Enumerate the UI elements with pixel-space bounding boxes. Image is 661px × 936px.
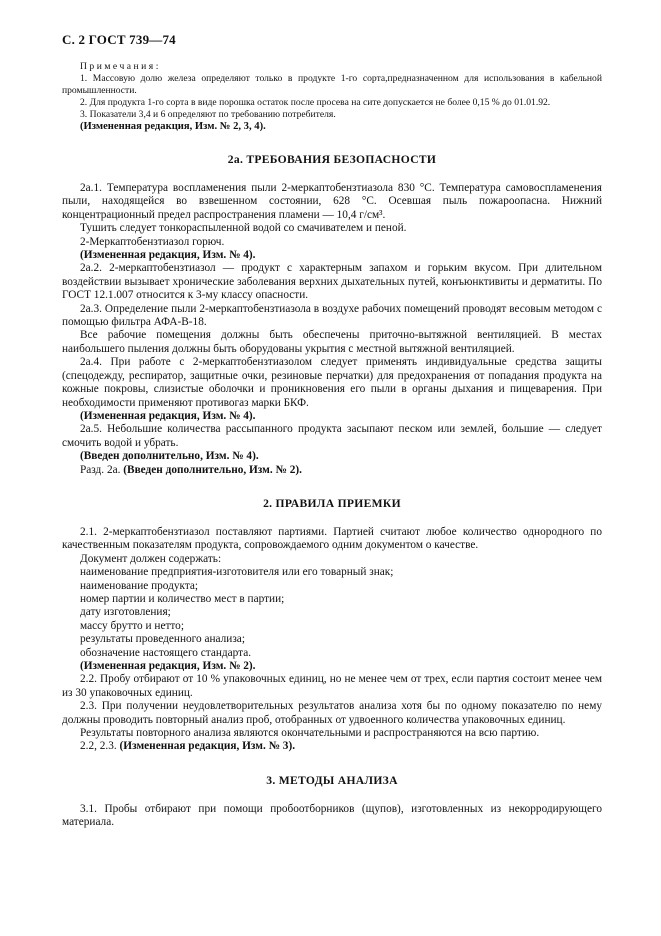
section-2a-title: 2а. ТРЕБОВАНИЯ БЕЗОПАСНОСТИ — [227, 153, 437, 166]
list-item: Документ должен содержать: — [80, 552, 222, 565]
paragraph: 2а.4. При работе с 2-меркаптобензтиазолом следует применять индивидуальные средства защиты (спецодежду, респиратор, защитные очки, резиновые перчатки) для предохранения от попадания продукта на кожные покровы, слизистые оболочки и проникновения его пыли в органы дыхания и пищеварения. При необходимости применяют противогаз марки БКФ. — [62, 356, 602, 409]
list-item: массу брутто и нетто; — [80, 619, 184, 632]
paragraph: 2-Меркаптобензтиазол горюч. — [80, 235, 225, 248]
section-ref: Разд. 2а. — [80, 463, 121, 476]
edition-note: (Измененная редакция, Изм. № 4). — [80, 249, 256, 262]
edition-note: (Измененная редакция, Изм. № 3). — [119, 740, 296, 753]
section-2-body — [62, 526, 602, 754]
list-item: номер партии и количество мест в партии; — [80, 592, 285, 605]
paragraph: 2а.5. Небольшие количества рассыпанного продукта засыпают песком или землей, большие — следует смочить водой и убрать. — [62, 423, 602, 449]
section-2a-body — [62, 182, 602, 477]
section-2-title: 2. ПРАВИЛА ПРИЕМКИ — [263, 496, 401, 510]
note-item: 2. Для продукта 1-го сорта в виде порошка остаток после просева на сите допускается не более 0,15 % до 01.01.92. — [80, 97, 551, 108]
list-item: наименование предприятия-изготовителя или его товарный знак; — [80, 566, 394, 579]
note-item: 3. Показатели 3,4 и 6 определяют по требованию потребителя. — [80, 109, 336, 120]
paragraph: 3.1. Пробы отбирают при помощи пробоотборников (щупов), изготовленных из некорродирующего материала. — [62, 802, 602, 829]
paragraph: 2.1. 2-меркаптобензтиазол поставляют партиями. Партией считают любое количество однородного по качественным показателям продукта, сопровождаемого одним документом о качестве. — [62, 525, 602, 552]
edition-note: (Введен дополнительно, Изм. № 2). — [123, 463, 302, 476]
list-item: наименование продукта; — [80, 579, 199, 592]
edition-note: (Измененная редакция, Изм. № 2). — [80, 660, 256, 672]
list-item: дату изготовления; — [80, 606, 171, 619]
paragraph: 2а.2. 2-меркаптобензтиазол — продукт с характерным запахом и горьким вкусом. При длительном воздействии вызывает хронические заболевания верхних дыхательных путей, конъюнктивиты и дерматиты. По ГОСТ 12.1.007 относится к 3-му классу опасности. — [62, 262, 602, 302]
section-ref: 2.2, 2.3. — [80, 740, 117, 753]
edition-note: (Введен дополнительно, Изм. № 4). — [80, 450, 259, 463]
list-item: результаты проведенного анализа; — [80, 633, 245, 646]
paragraph: Результаты повторного анализа являются окончательными и распространяются на всю партию. — [80, 727, 540, 740]
page-content — [62, 61, 602, 830]
paragraph: 2а.1. Температура воспламенения пыли 2-меркаптобензтиазола 830 °С. Температура самовоспламенения пыли, находящейся во взвешенном состоянии, 628 °С. Осевшая пыль пожароопасна. Нижний концентрационный предел распространения пламени — 10,4 г/см³. — [62, 182, 602, 221]
notes-title: Примечания: — [80, 61, 161, 72]
section-3-title: 3. МЕТОДЫ АНАЛИЗА — [266, 773, 398, 787]
paragraph: 2а.3. Определение пыли 2-меркаптобензтиазола в воздухе рабочих помещений проводят весовым методом с помощью фильтра АФА-В-18. — [62, 302, 602, 329]
paragraph: 2.2. Пробу отбирают от 10 % упаковочных единиц, но не менее чем от трех, если партия состоит менее чем из 30 упаковочных единиц. — [62, 673, 602, 699]
section-3-body — [62, 803, 602, 830]
list-item: обозначение настоящего стандарта. — [80, 646, 252, 659]
paragraph: Тушить следует тонкораспыленной водой со смачивателем и пеной. — [80, 222, 407, 235]
edition-note: (Измененная редакция, Изм. № 4). — [80, 409, 256, 422]
paragraph — [62, 740, 602, 753]
page-header: С. 2 ГОСТ 739—74 — [62, 32, 176, 47]
notes-edition: (Измененная редакция, Изм. № 2, 3, 4). — [80, 121, 266, 132]
notes-block — [62, 61, 602, 133]
paragraph: 2.3. При получении неудовлетворительных результатов анализа хотя бы по одному показателю по нему должны проводить повторный анализ проб, отобранных от удвоенного количества упаковочных единиц. — [62, 700, 602, 726]
paragraph: Все рабочие помещения должны быть обеспечены приточно-вытяжной вентиляцией. В местах наибольшего пыления должны быть оборудованы укрытия с местной вытяжной вентиляцией. — [62, 329, 602, 355]
note-item: 1. Массовую долю железа определяют только в продукте 1-го сорта,предназначенном для использования в кабельной промышленности. — [62, 73, 602, 96]
paragraph — [62, 464, 602, 477]
